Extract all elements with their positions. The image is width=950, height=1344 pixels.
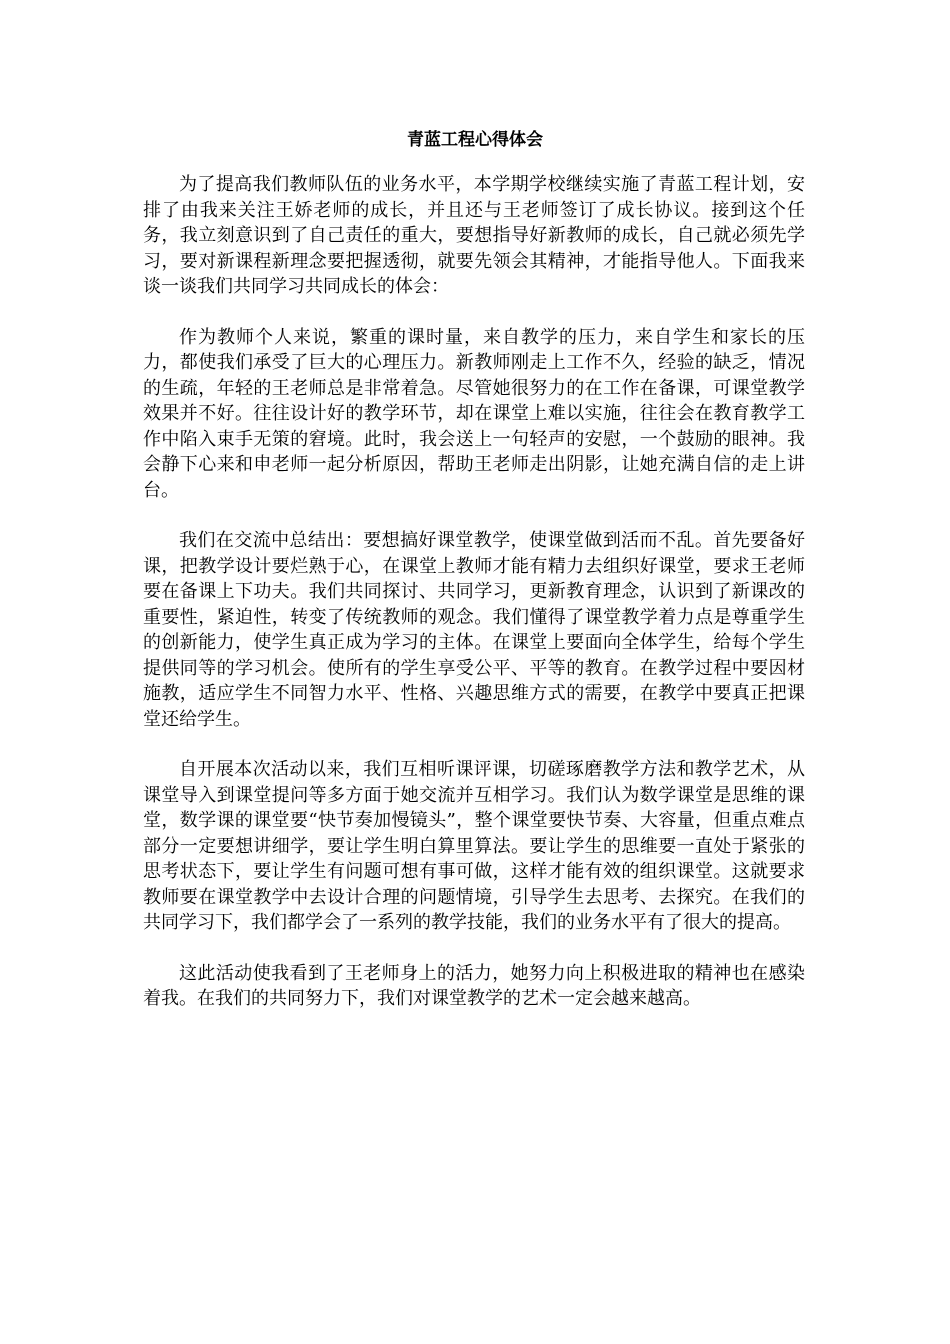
paragraph-5: 这此活动使我看到了王老师身上的活力，她努力向上积极进取的精神也在感染着我。在我们的共同努力下，我们对课堂教学的艺术一定会越来越高。 — [143, 962, 805, 1009]
paragraph-3: 我们在交流中总结出：要想搞好课堂教学，使课堂做到活而不乱。首先要备好课，把教学设计要烂熟于心，在课堂上教师才能有精力去组织好课堂，要求王老师要在备课上下功夫。我们共同探讨、共同学习，更新教育理念，认识到了新课改的重要性，紧迫性，转变了传统教师的观念。我们懂得了课堂教学着力点是尊重学生的创新能力，使学生真正成为学习的主体。在课堂上要面向全体学生，给每个学生提供同等的学习机会。使所有的学生享受公平、平等的教育。在教学过程中要因材施教，适应学生不同智力水平、性格、兴趣思维方式的需要，在教学中要真正把课堂还给学生。 — [143, 530, 805, 730]
document-body — [143, 172, 805, 1037]
paragraph-1: 为了提高我们教师队伍的业务水平，本学期学校继续实施了青蓝工程计划，安排了由我来关注王娇老师的成长，并且还与王老师签订了成长协议。接到这个任务，我立刻意识到了自己责任的重大，要想指导好新教师的成长，自己就必须先学习，要对新课程新理念要把握透彻，就要先领会其精神，才能指导他人。下面我来谈一谈我们共同学习共同成长的体会： — [143, 174, 805, 297]
paragraph-4: 自开展本次活动以来，我们互相听课评课，切磋琢磨教学方法和教学艺术，从课堂导入到课堂提问等多方面于她交流并互相学习。我们认为数学课堂是思维的课堂，数学课的课堂要“快节奏加慢镜头”，整个课堂要快节奏、大容量，但重点难点部分一定要想讲细学，要让学生明白算里算法。要让学生的思维要一直处于紧张的思考状态下，要让学生有问题可想有事可做，这样才能有效的组织课堂。这就要求教师要在课堂教学中去设计合理的问题情境，引导学生去思考、去探究。在我们的共同学习下，我们都学会了一系列的教学技能，我们的业务水平有了很大的提高。 — [143, 759, 805, 933]
document-title: 青蓝工程心得体会 — [407, 130, 543, 150]
paragraph-2: 作为教师个人来说，繁重的课时量，来自教学的压力，来自学生和家长的压力，都使我们承受了巨大的心理压力。新教师刚走上工作不久，经验的缺乏，情况的生疏，年轻的王老师总是非常着急。尽管她很努力的在工作在备课，可课堂教学效果并不好。往往设计好的教学环节，却在课堂上难以实施，往往会在教育教学工作中陷入束手无策的窘境。此时，我会送上一句轻声的安慰，一个鼓励的眼神。我会静下心来和申老师一起分析原因，帮助王老师走出阴影，让她充满自信的走上讲台。 — [143, 326, 805, 501]
